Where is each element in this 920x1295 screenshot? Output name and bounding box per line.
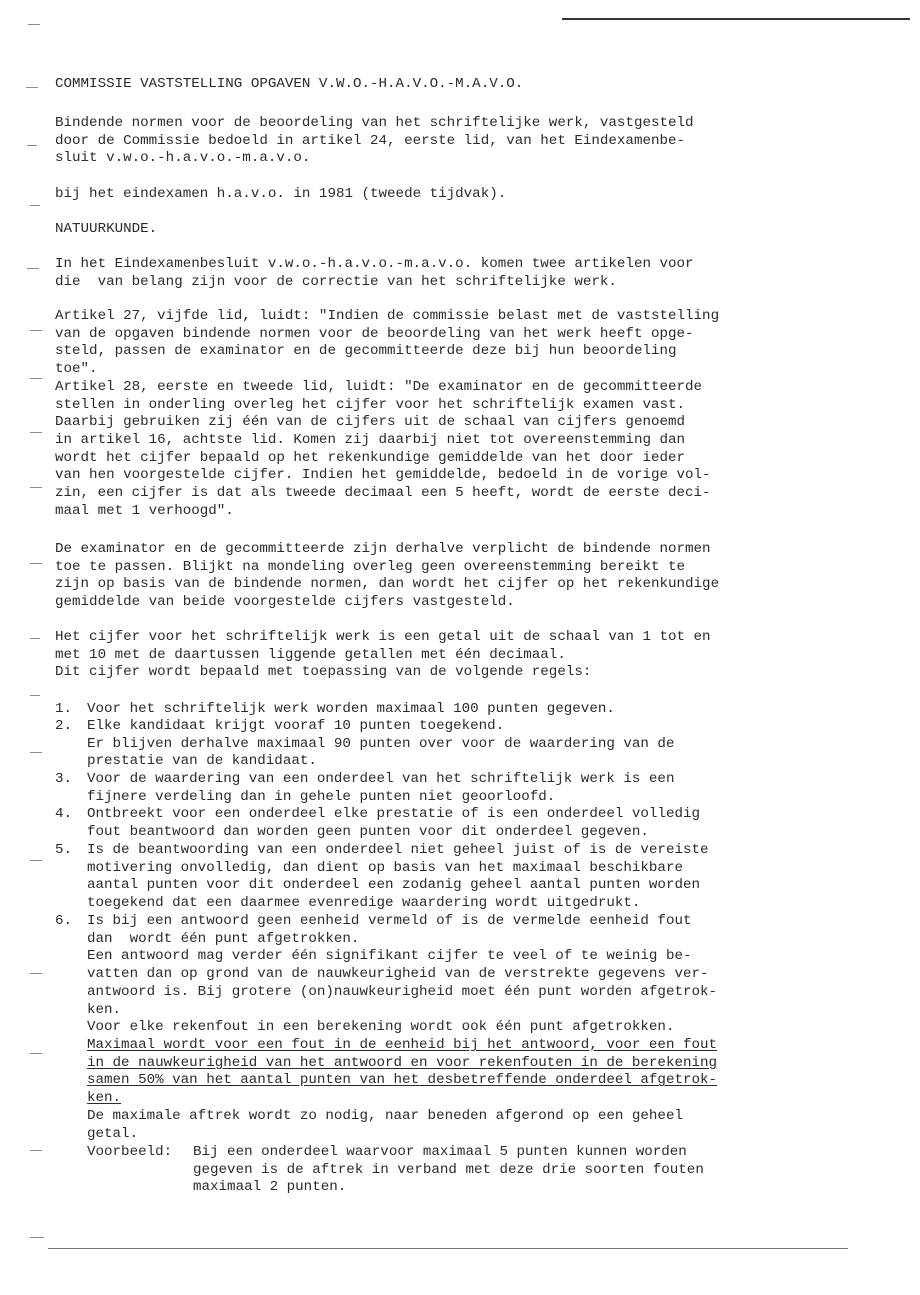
- exam-line: bij het eindexamen h.a.v.o. in 1981 (tweede tijdvak).: [55, 186, 507, 202]
- rule-6-rounding-text: De maximale aftrek wordt zo nodig, naar beneden afgerond op een geheel getal.: [87, 1108, 683, 1142]
- paragraph-articles-intro: In het Eindexamenbesluit v.w.o.-h.a.v.o.-m.a.v.o. komen twee artikelen voor die van belang zijn voor de correctie van het schriftelijke werk.: [55, 256, 694, 290]
- rule-number: 5.: [55, 842, 73, 858]
- paragraph-grade-scale: Het cijfer voor het schriftelijk werk is een getal uit de schaal van 1 tot en met 10 met de daartussen liggende getallen met één decimaal. Dit cijfer wordt bepaald met toepassing van de volgende regels:: [55, 629, 711, 681]
- rule-number: 6.: [55, 913, 73, 929]
- subject-heading: NATUURKUNDE.: [55, 221, 158, 237]
- rule-number: 2.: [55, 718, 73, 734]
- paragraph-obligation: De examinator en de gecommitteerde zijn derhalve verplicht de bindende normen toe te passen. Blijkt na mondeling overleg geen overeenstemming bereikt te zijn op basis van de bindende normen, dan wordt het cijfer op het rekenkundige gemiddelde van beide voorgestelde cijfers vastgesteld.: [55, 541, 720, 611]
- paragraph-article-quotes: Artikel 27, vijfde lid, luidt: "Indien de commissie belast met de vaststelling van de opgaven bindende normen voor de beoordeling van het werk heeft opge- steld, passen de examinator en de gecommitteerde deze bij hun beoordeling toe". Artikel 28, eerste en tweede lid, luidt: "De examinator en de gecommitteerde stellen in onderling overleg het cijfer voor het schriftelijk examen vast. Daarbij gebruiken zij één van de cijfers uit de schaal van cijfers genoemd in artikel 16, achtste lid. Komen zij daarbij niet tot overeenstemming dan wordt het cijfer bepaald op het rekenkundige gemiddelde van het door ieder van hen voorgestelde cijfer. Indien het gemiddelde, bedoeld in de vorige vol- zin, een cijfer is dat als tweede decimaal een 5 heeft, wordt de eerste deci- maal met 1 verhoogd".: [55, 308, 720, 519]
- rule-number: 3.: [55, 771, 73, 787]
- bottom-rule-line: [48, 1248, 848, 1249]
- example-text: Bij een onderdeel waarvoor maximaal 5 punten kunnen worden gegeven is de aftrek in verband met deze drie soorten fouten maximaal 2 punten.: [193, 1144, 704, 1196]
- rule-text: Is bij een antwoord geen eenheid vermeld of is de vermelde eenheid fout dan wordt één punt afgetrokken. Een antwoord mag verder één signifikant cijfer te veel of te weinig be- vatten dan op grond van de nauwkeurigheid van de verstrekte gegevens ver- antwoord is. Bij grotere (on)nauwkeurigheid moet één punt worden afgetrok- ken. Voor elke rekenfout in een berekening wordt ook één punt afgetrokken.: [87, 913, 718, 1036]
- example-label: Voorbeeld:: [87, 1144, 173, 1160]
- rule-number: 1.: [55, 701, 73, 717]
- rule-text: Is de beantwoording van een onderdeel niet geheel juist of is de vereiste motivering onvolledig, dan dient op basis van het maximaal beschikbare aantal punten voor dit onderdeel een zodanig geheel aantal punten worden toegekend dat een daarmee evenredige waardering wordt uitgedrukt.: [87, 842, 709, 912]
- rule-text: Voor de waardering van een onderdeel van het schriftelijk werk is een fijnere verdeling dan in gehele punten niet geoorloofd.: [87, 771, 675, 805]
- rule-6-underlined-text: Maximaal wordt voor een fout in de eenheid bij het antwoord, voor een fout in de nauwkeurigheid van het antwoord en voor rekenfouten in de berekening samen 50% van het aantal punten van het desbetreffende onderdeel afgetrok- ken.: [87, 1037, 718, 1107]
- rule-text: Voor het schriftelijk werk worden maximaal 100 punten gegeven.: [87, 701, 615, 717]
- top-rule-line: [562, 18, 910, 20]
- intro-paragraph: Bindende normen voor de beoordeling van het schriftelijke werk, vastgesteld door de Commissie bedoeld in artikel 24, eerste lid, van het Eindexamenbe- sluit v.w.o.-h.a.v.o.-m.a.v.o.: [55, 115, 694, 167]
- rule-text: Elke kandidaat krijgt vooraf 10 punten toegekend. Er blijven derhalve maximaal 90 punten over voor de waardering van de prestatie van de kandidaat.: [87, 718, 675, 770]
- rule-text: Ontbreekt voor een onderdeel elke prestatie of is een onderdeel volledig fout beantwoord dan worden geen punten voor dit onderdeel gegeven.: [87, 806, 700, 840]
- document-header: COMMISSIE VASTSTELLING OPGAVEN V.W.O.-H.A.V.O.-M.A.V.O.: [55, 76, 524, 92]
- rule-number: 4.: [55, 806, 73, 822]
